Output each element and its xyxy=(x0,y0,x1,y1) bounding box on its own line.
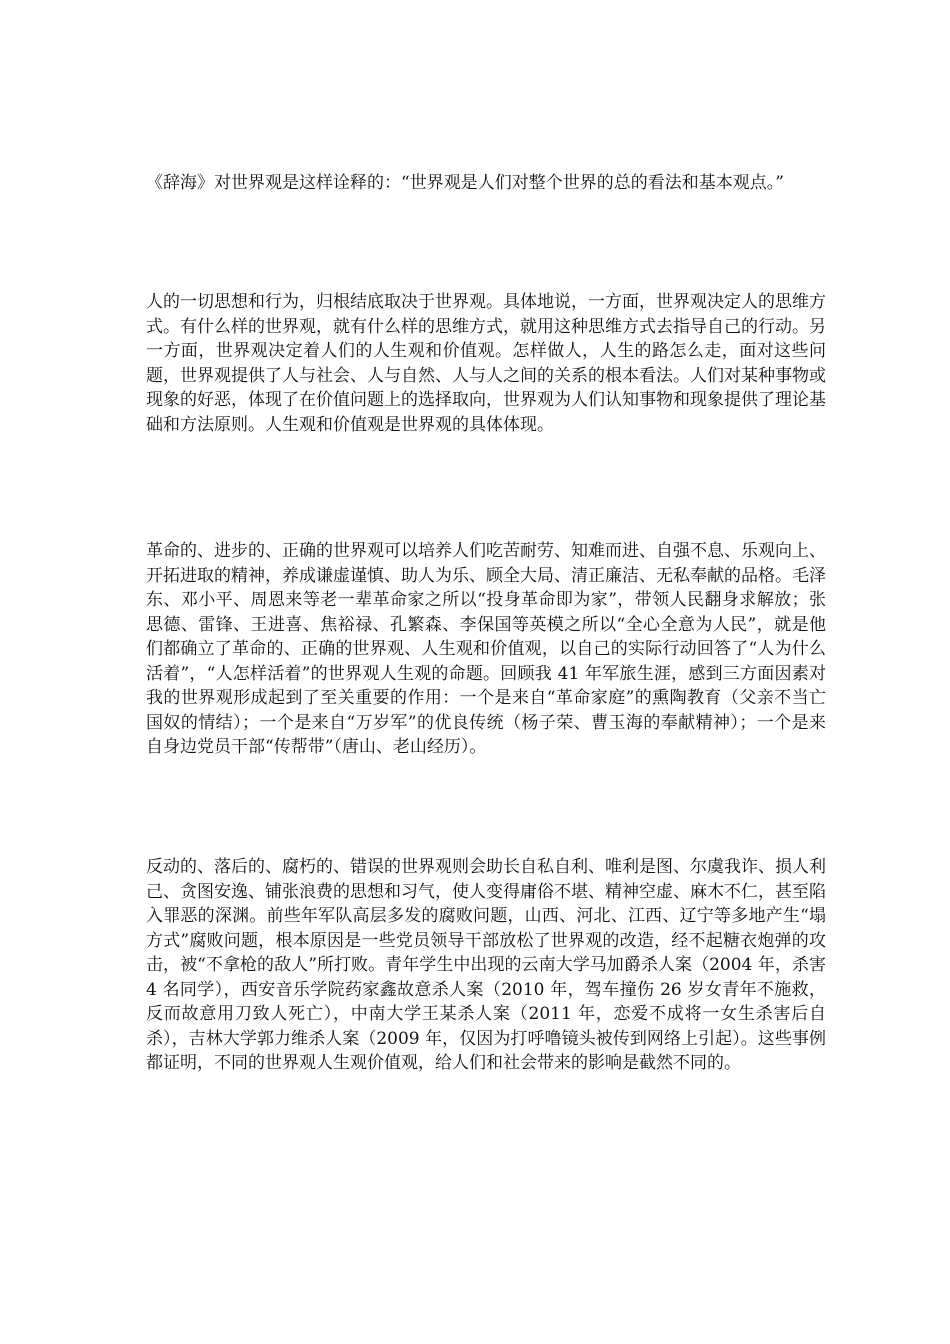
paragraph-definition: 《辞海》对世界观是这样诠释的：“世界观是人们对整个世界的总的看法和基本观点。” xyxy=(146,173,784,193)
paragraph-worldview-role: 人的一切思想和行为，归根结底取决于世界观。具体地说，一方面，世界观决定人的思维方式。有什么样的世界观，就有什么样的思维方式，就用这种思维方式去指导自己的行动。另一方面，世界观决定着人们的人生观和价值观。怎样做人，人生的路怎么走，面对这些问题，世界观提供了人与社会、人与自然、人与人之间的关系的根本看法。人们对某种事物或现象的好恶，体现了在价值问题上的选择取向，世界观为人们认知事物和现象提供了理论基础和方法原则。人生观和价值观是世界观的具体体现。 xyxy=(146,292,826,435)
paragraph-wrong-worldview: 反动的、落后的、腐朽的、错误的世界观则会助长自私自利、唯利是图、尔虞我诈、损人利己、贪图安逸、铺张浪费的思想和习气，使人变得庸俗不堪、精神空虚、麻木不仁，甚至陷入罪恶的深渊。前些年军队高层多发的腐败问题，山西、河北、江西、辽宁等多地产生“塌方式”腐败问题，根本原因是一些党员领导干部放松了世界观的改造，经不起糖衣炮弹的攻击，被“不拿枪的敌人”所打败。青年学生中出现的云南大学马加爵杀人案（2004 年，杀害 4 名同学），西安音乐学院药家鑫故意杀人案（2010 年，驾车撞伤 26 岁女青年不施救，反而故意用刀致人死亡），中南大学王某杀人案（2011 年，恋爱不成将一女生杀害后自杀），吉林大学郭力维杀人案（2009 年，仅因为打呼噜镜头被传到网络上引起）。这些事例都证明，不同的世界观人生观价值观，给人们和社会带来的影响是截然不同的。 xyxy=(146,857,826,1073)
paragraph-correct-worldview: 革命的、进步的、正确的世界观可以培养人们吃苦耐劳、知难而进、自强不息、乐观向上、开拓进取的精神，养成谦虚谨慎、助人为乐、顾全大局、清正廉洁、无私奉献的品格。毛泽东、邓小平、周恩来等老一辈革命家之所以“投身革命即为家”，带领人民翻身求解放；张思德、雷锋、王进喜、焦裕禄、孔繁森、李保国等英模之所以“全心全意为人民”，就是他们都确立了革命的、正确的世界观、人生观和价值观，以自己的实际行动回答了“人为什么活着”，“人怎样活着”的世界观人生观的命题。回顾我 41 年军旅生涯，感到三方面因素对我的世界观形成起到了至关重要的作用：一个是来自“革命家庭”的熏陶教育（父亲不当亡国奴的情结）；一个是来自“万岁军”的优良传统（杨子荣、曹玉海的奉献精神）；一个是来自身边党员干部“传帮带”（唐山、老山经历）。 xyxy=(146,541,826,757)
